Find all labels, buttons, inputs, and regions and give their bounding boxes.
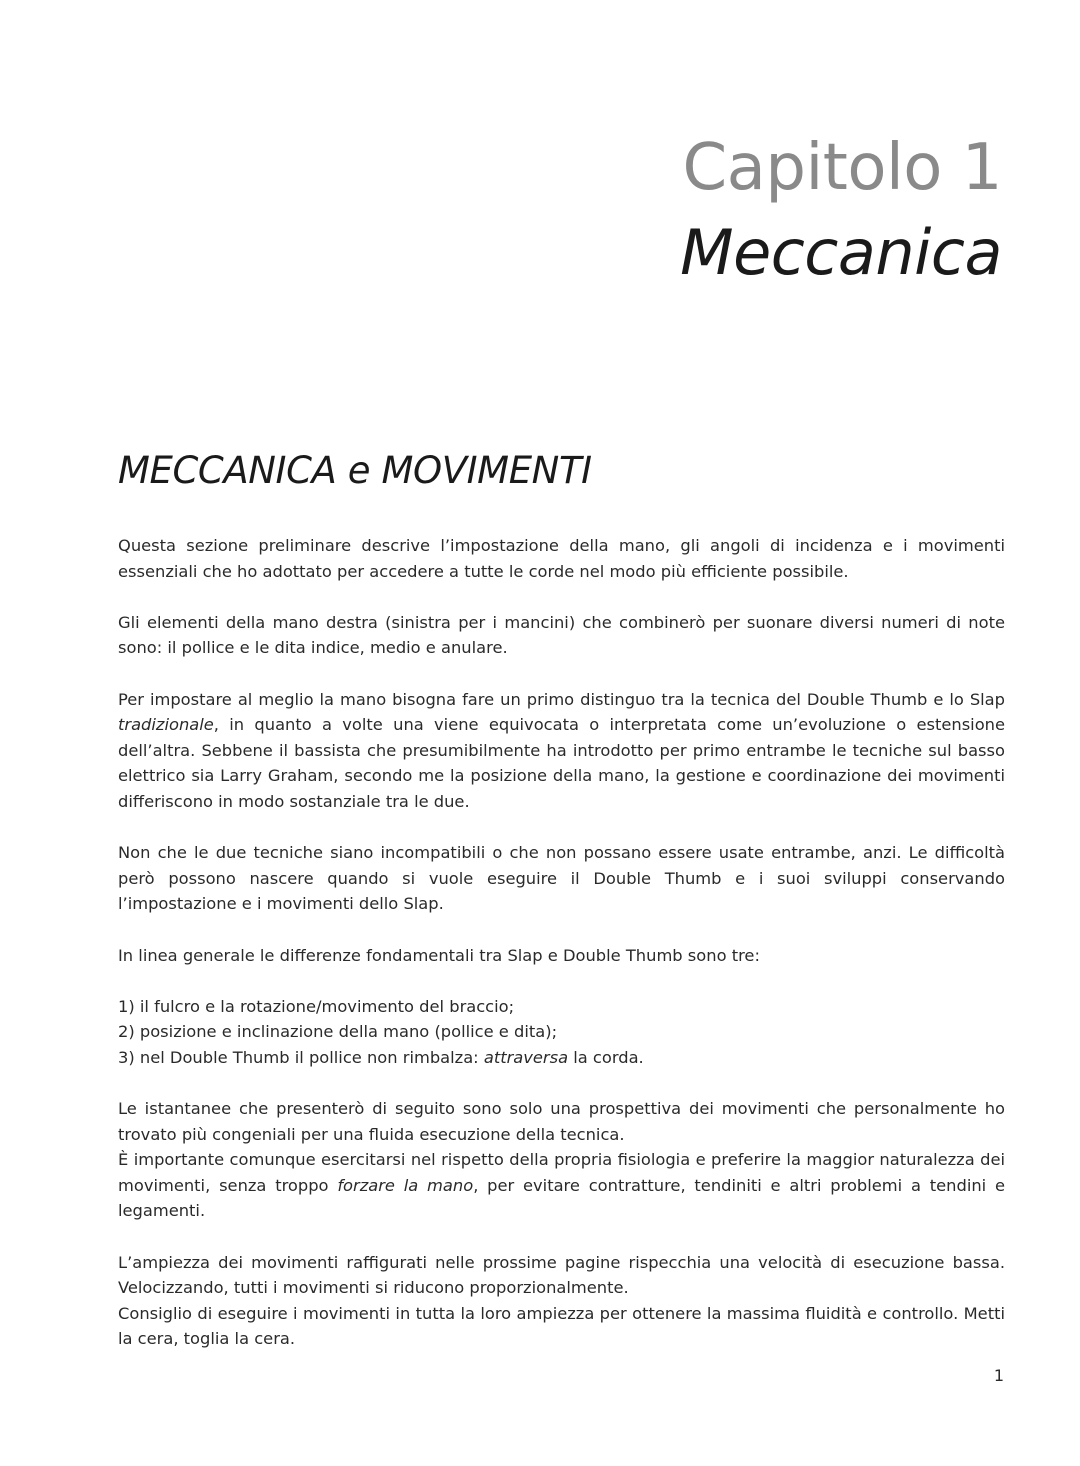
chapter-title: Meccanica bbox=[680, 216, 1002, 289]
paragraph-snapshots bbox=[118, 1096, 1005, 1224]
list-item: 1) il fulcro e la rotazione/movimento del braccio; bbox=[118, 996, 515, 1016]
section-heading: MECCANICA e MOVIMENTI bbox=[118, 449, 592, 492]
paragraph-amplitude bbox=[118, 1250, 1005, 1352]
paragraph-text: Per impostare al meglio la mano bisogna fare un primo distinguo tra la tecnica del Double Thumb e lo Slap bbox=[118, 689, 1005, 709]
paragraph-line: Le istantanee che presenterò di seguito sono solo una prospettiva dei movimenti che personalmente ho trovato più congeniali per una fluida esecuzione della tecnica. bbox=[118, 1099, 1005, 1144]
emphasis-text: attraversa bbox=[483, 1047, 569, 1067]
paragraph-line: Consiglio di eseguire i movimenti in tutta la loro ampiezza per ottenere la massima fluidità e controllo. Metti la cera, toglia la cera. bbox=[118, 1303, 1005, 1349]
paragraph-line: L’ampiezza dei movimenti raffigurati nelle prossime pagine rispecchia una velocità di esecuzione bassa. Velocizzando, tutti i movimenti si riducono proporzionalmente. bbox=[118, 1252, 1005, 1298]
emphasis-text: tradizionale bbox=[118, 715, 214, 735]
body-text bbox=[118, 533, 1005, 1378]
list-item-text: 3) nel Double Thumb il pollice non rimbalza: bbox=[118, 1047, 484, 1067]
paragraph-text: , per evitare contratture, tendiniti e altri problemi a tendini e legamenti. bbox=[118, 1175, 1006, 1221]
paragraph-intro: Questa sezione preliminare descrive l’impostazione della mano, gli angoli di incidenza e i movimenti essenziali che ho adottato per accedere a tutte le corde nel modo più efficiente possibile. bbox=[118, 536, 1005, 581]
paragraph-double-thumb-vs-slap bbox=[118, 687, 1005, 815]
chapter-header bbox=[680, 128, 1002, 298]
chapter-number: Capitolo 1 bbox=[682, 131, 1002, 205]
list-item: 2) posizione e inclinazione della mano (pollice e dita); bbox=[118, 1022, 558, 1042]
page-number: 1 bbox=[993, 1366, 1004, 1385]
differences-list bbox=[118, 994, 1005, 1071]
paragraph-hand-elements: Gli elementi della mano destra (sinistra per i mancini) che combinerò per suonare diversi numeri di note sono: il pollice e le dita indice, medio e anulare. bbox=[118, 612, 1005, 658]
paragraph-text: , in quanto a volte una viene equivocata o interpretata come un’evoluzione o estensione dell’altra. Sebbene il bassista che presumibilmente ha introdotto per primo entrambe le tecniche sul basso elettrico sia Larry Graham, secondo me la posizione della mano, la gestione e coordinazione dei movimenti differiscono in modo sostanziale tra le due. bbox=[118, 715, 1005, 811]
paragraph-differences-intro: In linea generale le differenze fondamentali tra Slap e Double Thumb sono tre: bbox=[118, 945, 760, 965]
list-item bbox=[118, 1045, 1005, 1071]
paragraph-text: È importante comunque esercitarsi nel rispetto della propria fisiologia e preferire la maggior naturalezza dei movimenti, senza troppo bbox=[118, 1150, 1005, 1195]
emphasis-text: forzare la mano bbox=[337, 1175, 474, 1195]
paragraph-compatibility: Non che le due tecniche siano incompatibili o che non possano essere usate entrambe, anzi. Le difficoltà però possono nascere quando si vuole eseguire il Double Thumb e i suoi sviluppi conservando l’impostazione e i movimenti dello Slap. bbox=[118, 843, 1005, 914]
list-item-text: la corda. bbox=[568, 1047, 644, 1067]
paragraph-line bbox=[118, 1147, 1005, 1224]
